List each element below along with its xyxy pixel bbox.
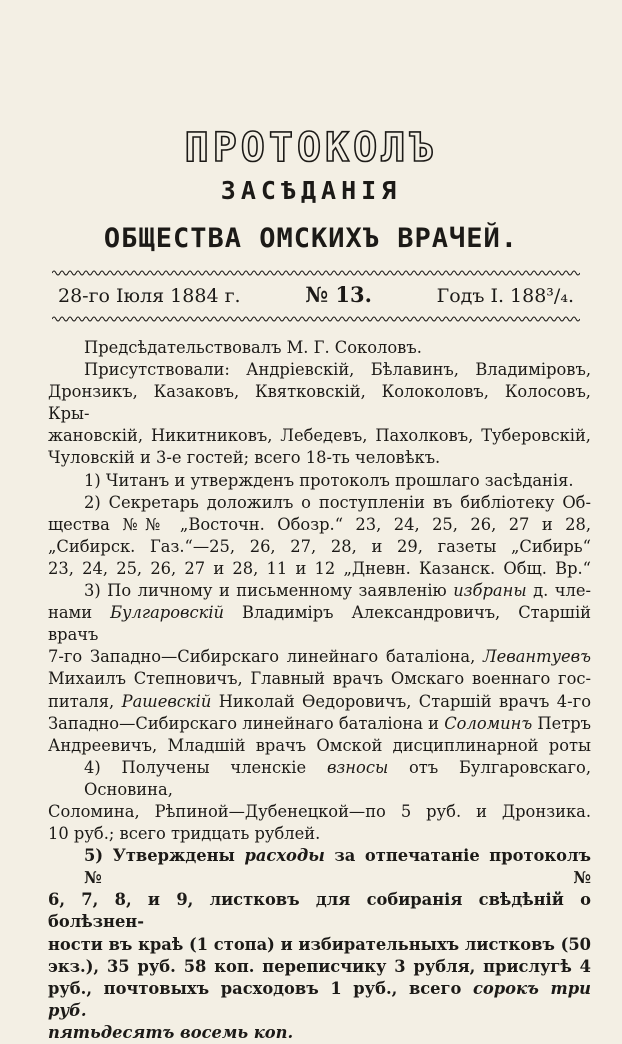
- item-3-line: [48, 713, 591, 735]
- present-line: Чуловскій и 3-е гостей; всего 18-ть человѣкъ.: [48, 448, 441, 468]
- item-3-text: 7-го Западно—Сибирскаго линейнаго баталіона,: [48, 647, 484, 667]
- item-3-text: нами: [48, 603, 111, 623]
- item-4-line: Соломина, Рѣпиной—Дубенецкой—по 5 руб. и Дронзика.: [48, 801, 591, 821]
- item-2-line: 2) Секретарь доложилъ о поступленіи въ библіотеку Об-: [84, 492, 591, 512]
- present-line: Присутствовали: Андріевскій, Бѣлавинъ, Владиміровъ,: [84, 360, 591, 380]
- item-2-line: щества №№ „Восточн. Обозр.“ 23, 24, 25, 26, 27 и 28,: [48, 514, 591, 534]
- item-3-line: [48, 580, 591, 602]
- document-body: [48, 337, 591, 1044]
- document-subtitle-society: ОБЩЕСТВА ОМСКИХЪ ВРАЧЕЙ.: [103, 223, 519, 254]
- item-5-italic: пятьдесятъ восемь коп.: [48, 1022, 294, 1042]
- item-2-line: „Сибирск. Газ.“—25, 26, 27, 28, и 29, газеты „Сибирь“: [48, 536, 591, 556]
- item-3-text: Владиміръ Александровичъ, Старшій врачъ: [48, 603, 592, 645]
- item-3-italic: Рашевскій: [121, 691, 212, 711]
- wavy-line: [52, 317, 580, 321]
- item-5-italic: расходы: [244, 846, 325, 866]
- item-4-italic: взносы: [326, 757, 389, 777]
- item-5-line: [48, 978, 591, 1022]
- item-3-text: д. чле-: [526, 581, 591, 601]
- document-title: ПРОТОКОЛЪ: [184, 125, 438, 171]
- item-3-text: Петръ: [532, 713, 592, 733]
- item-5-line: ности въ краѣ (1 стопа) и избирательныхъ листковъ (50: [48, 934, 591, 954]
- item-5-line: 6, 7, 8, и 9, листковъ для собиранія свѣдѣній о болѣзнен-: [48, 890, 591, 932]
- item-3-text: 3) По личному и письменному заявленію: [84, 581, 454, 601]
- item-5-line: [48, 845, 591, 889]
- item-3-text: питаля,: [48, 691, 122, 711]
- item-5-text: руб., почтовыхъ расходовъ 1 руб., всего: [48, 978, 474, 998]
- chair-line: Предсѣдательствовалъ М. Г. Соколовъ.: [84, 338, 422, 357]
- item-3-line: Михаилъ Степновичъ, Главный врачъ Омскаго военнаго гос-: [48, 669, 591, 689]
- item-3-line: Андреевичъ, Младшій врачъ Омской дисциплинарной роты: [48, 735, 591, 755]
- item-4-line: 10 руб.; всего тридцать рублей.: [48, 824, 321, 844]
- item-5-text: 5) Утверждены: [84, 846, 245, 866]
- item-4-line: [48, 757, 591, 801]
- item-5-line: экз.), 35 руб. 58 коп. переписчику 3 рубля, прислугѣ 4: [48, 956, 591, 976]
- item-3-line: [48, 691, 591, 713]
- item-3-italic: избраны: [453, 581, 527, 601]
- item-3-italic: Соломинъ: [444, 713, 533, 733]
- wavy-line: [52, 271, 580, 275]
- meeting-date: 28-го Іюля 1884 г.: [58, 285, 241, 307]
- item-2-line: 23, 24, 25, 26, 27 и 28, 11 и 12 „Дневн. Казанск. Общ. Вр.“: [48, 558, 591, 578]
- protocol-number: № 13.: [305, 282, 372, 307]
- wavy-rule-top: [52, 268, 580, 278]
- item-3-text: Западно—Сибирскаго линейнаго баталіона и: [48, 713, 445, 733]
- wavy-rule-bottom: [52, 314, 580, 324]
- document-subtitle-meeting: ЗАСѢДАНІЯ: [220, 176, 402, 205]
- item-3-italic: Левантуевъ: [483, 647, 591, 667]
- protocol-year: Годъ I. 188³/₄.: [436, 285, 574, 307]
- item-1-line: 1) Читанъ и утвержденъ протоколъ прошлаго засѣданія.: [84, 470, 574, 490]
- item-5-text: за отпечатаніе протоколъ №№: [84, 846, 591, 888]
- present-line: жановскій, Никитниковъ, Лебедевъ, Пахолковъ, Туберовскій,: [48, 426, 591, 446]
- item-5-line: [48, 1022, 591, 1044]
- item-4-text: 4) Получены членскіе: [84, 757, 327, 777]
- item-5-italic: сорокъ три руб.: [48, 978, 591, 1020]
- dateline: [58, 282, 574, 307]
- item-4-text: отъ Булгаровскаго, Основина,: [84, 757, 591, 799]
- item-3-italic: Булгаровскій: [110, 603, 225, 623]
- item-3-line: [48, 602, 591, 646]
- item-3-line: [48, 646, 591, 668]
- present-line: Дронзикъ, Казаковъ, Квятковскій, Колоколовъ, Колосовъ, Кры-: [48, 382, 591, 424]
- item-3-text: Николай Ѳедоровичъ, Старшій врачъ 4-го: [211, 691, 591, 711]
